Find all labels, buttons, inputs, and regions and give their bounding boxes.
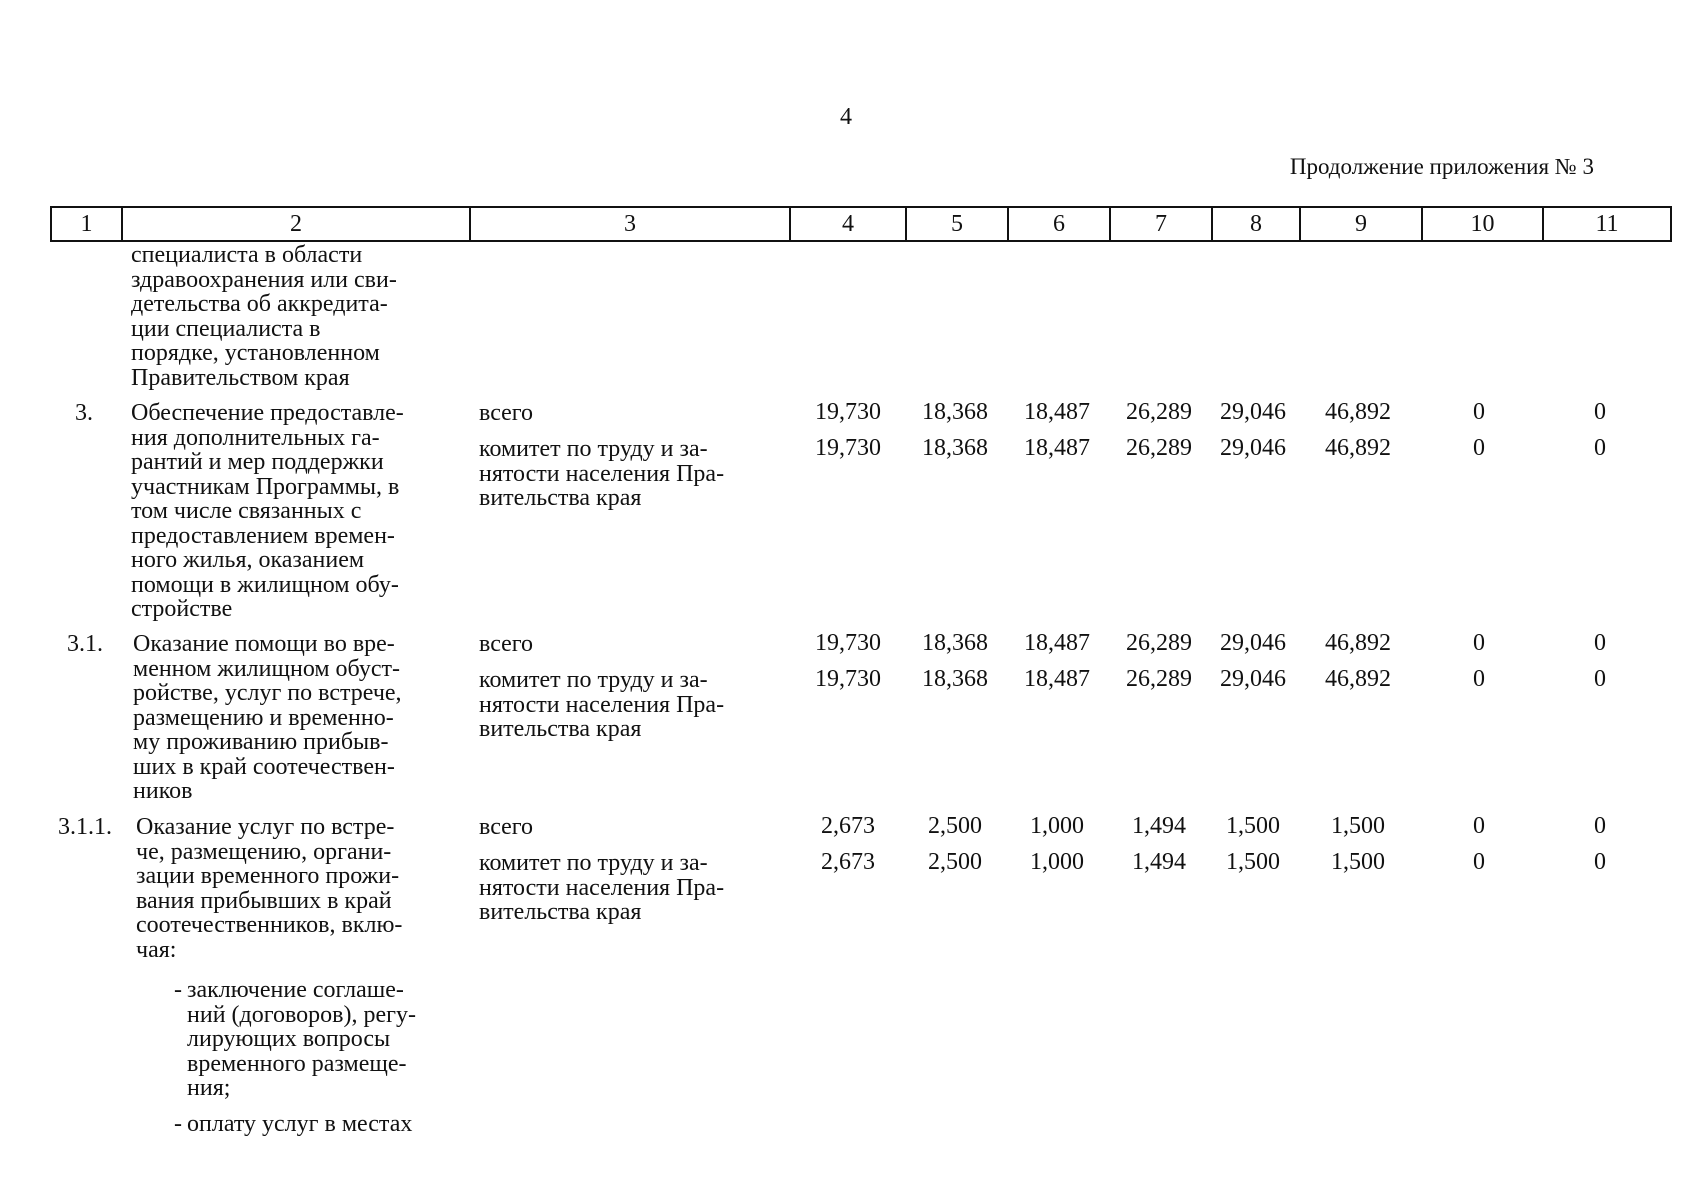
row-value: 19,730 [815, 630, 881, 656]
row-total-label: всего [479, 400, 534, 426]
row-value: 19,730 [815, 435, 881, 461]
row-value: 0 [1594, 435, 1606, 461]
row-value: 0 [1473, 666, 1485, 692]
row-value: 18,368 [922, 666, 988, 692]
row-executor-label: комитет по труду и за- нятости населения Пра- вительства края [479, 436, 725, 511]
column-header-9: 9 [1301, 208, 1423, 240]
column-header-6: 6 [1009, 208, 1111, 240]
row-value: 46,892 [1325, 666, 1391, 692]
row-value: 46,892 [1325, 399, 1391, 425]
row-value: 19,730 [815, 399, 881, 425]
row-value: 18,368 [922, 399, 988, 425]
row-value: 29,046 [1220, 399, 1286, 425]
row-index: 3.1.1. [58, 814, 112, 840]
row-value: 29,046 [1220, 666, 1286, 692]
row-value: 2,500 [928, 813, 982, 839]
sub-item-dash: - [174, 977, 182, 1003]
row-value: 2,500 [928, 849, 982, 875]
row-value: 29,046 [1220, 435, 1286, 461]
row-value: 19,730 [815, 666, 881, 692]
row-value: 1,494 [1132, 849, 1186, 875]
row-value: 1,000 [1030, 813, 1084, 839]
row-title: Оказание помощи во вре- менном жилищном обуст- ройстве, услуг по встрече, размещению и временно- му проживанию прибыв- ших в край соотечествен- ников [133, 631, 402, 804]
row-value: 0 [1473, 435, 1485, 461]
row-value: 26,289 [1126, 666, 1192, 692]
row-value: 29,046 [1220, 630, 1286, 656]
table-header [50, 206, 1672, 242]
row-value: 0 [1473, 630, 1485, 656]
row-value: 18,487 [1024, 666, 1090, 692]
column-header-7: 7 [1111, 208, 1213, 240]
column-header-1: 1 [52, 208, 123, 240]
row-value: 0 [1473, 399, 1485, 425]
column-header-2: 2 [123, 208, 471, 240]
page-number: 4 [840, 104, 852, 130]
sub-item-text: заключение соглаше- ний (договоров), регу- лирующих вопросы временного размеще- ния; [187, 977, 416, 1101]
column-header-4: 4 [791, 208, 907, 240]
row-value: 18,487 [1024, 399, 1090, 425]
row-value: 0 [1594, 849, 1606, 875]
row-value: 1,500 [1331, 813, 1385, 839]
row-value: 2,673 [821, 849, 875, 875]
column-header-8: 8 [1213, 208, 1301, 240]
continued-description: специалиста в области здравоохранения или сви- детельства об аккредита- ции специалиста в порядке, установленном Правительством края [131, 242, 397, 391]
row-title: Оказание услуг по встре- че, размещению, органи- зации временного прожи- вания прибывших в край соотечественников, вклю- чая: [136, 814, 403, 963]
row-value: 18,368 [922, 630, 988, 656]
row-executor-label: комитет по труду и за- нятости населения Пра- вительства края [479, 667, 725, 742]
column-header-10: 10 [1423, 208, 1544, 240]
row-executor-label: комитет по труду и за- нятости населения Пра- вительства края [479, 850, 725, 925]
continuation-note: Продолжение приложения № 3 [1289, 154, 1594, 179]
row-title: Обеспечение предоставле- ния дополнительных га- рантий и мер поддержки участникам Программы, в том числе связанных с предоставлением времен- ного жилья, оказанием помощи в жилищном обу- стройстве [131, 400, 404, 622]
sub-item-dash: - [174, 1111, 182, 1137]
column-header-3: 3 [471, 208, 791, 240]
row-value: 0 [1594, 399, 1606, 425]
row-value: 0 [1473, 849, 1485, 875]
row-value: 1,494 [1132, 813, 1186, 839]
row-value: 1,000 [1030, 849, 1084, 875]
column-header-11: 11 [1595, 210, 1619, 237]
row-value: 18,487 [1024, 630, 1090, 656]
row-value: 1,500 [1226, 849, 1280, 875]
row-index: 3. [75, 400, 93, 426]
row-value: 18,368 [922, 435, 988, 461]
row-value: 0 [1594, 666, 1606, 692]
row-value: 46,892 [1325, 435, 1391, 461]
row-value: 0 [1473, 813, 1485, 839]
row-value: 26,289 [1126, 435, 1192, 461]
row-value: 46,892 [1325, 630, 1391, 656]
row-value: 2,673 [821, 813, 875, 839]
row-value: 26,289 [1126, 630, 1192, 656]
row-total-label: всего [479, 814, 534, 840]
row-value: 0 [1594, 630, 1606, 656]
row-value: 1,500 [1226, 813, 1280, 839]
row-value: 18,487 [1024, 435, 1090, 461]
column-header-5: 5 [907, 208, 1009, 240]
row-value: 26,289 [1126, 399, 1192, 425]
row-value: 1,500 [1331, 849, 1385, 875]
row-value: 0 [1594, 813, 1606, 839]
row-index: 3.1. [67, 631, 103, 657]
sub-item-text: оплату услуг в местах [187, 1111, 413, 1137]
row-total-label: всего [479, 631, 534, 657]
